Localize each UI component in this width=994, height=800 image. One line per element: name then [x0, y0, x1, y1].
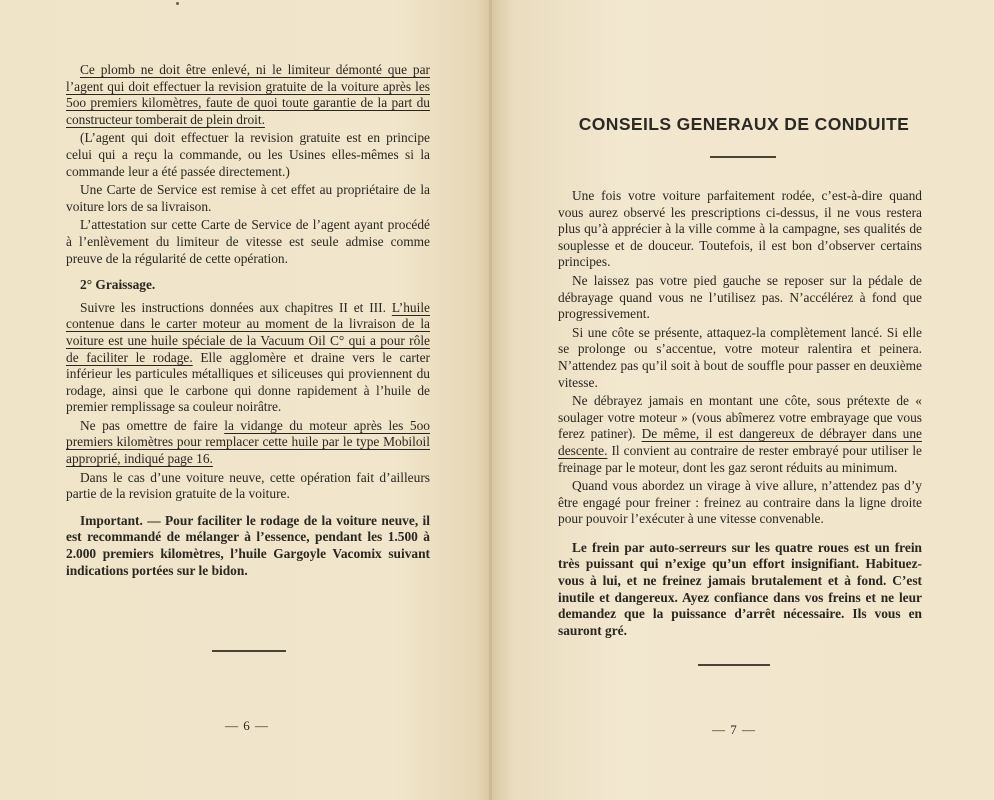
- paragraph-new-car: Dans le cas d’une voiture neuve, cette opération fait d’ailleurs partie de la revision gratuite de la voiture.: [66, 469, 430, 502]
- paragraph-declutch: [558, 393, 922, 476]
- section-heading-graissage: 2° Graissage.: [80, 277, 156, 293]
- declutch-tail: Il convient au contraire de rester embrayé pour utiliser le freinage par le moteur, dont les gaz seront réduits au minimum.: [558, 442, 922, 475]
- right-page: [492, 0, 994, 800]
- important-bold-tail: les 1.500 à 2.000 premiers kilomètres, l’huile Gargoyle Vacomix suivant indications portées sur le bidon.: [66, 529, 430, 578]
- oil-agglomerate: Elle agglomère et draine vers le carter inférieur les particules métalliques et siliceuses qui proviennent du rodage, ainsi que le carbone qui donne rapidement à l’huile de premier remplissage sa couleur noirâtre.: [66, 349, 430, 415]
- left-page-text: [66, 62, 430, 581]
- paragraph-important: [66, 513, 430, 579]
- left-end-rule: [212, 650, 286, 652]
- paragraph-drain: [66, 418, 430, 468]
- title-rule: [710, 156, 776, 158]
- paragraph-service-card: Une Carte de Service est remise à cet effet au propriétaire de la voiture lors de sa livraison.: [66, 182, 430, 214]
- oil-special-underlined: L’huile contenue dans le carter moteur au moment de la livraison de la voiture est une huile spéciale de la Vacuum Oil C° qui a pour rôle de faciliter le rodage.: [66, 299, 430, 365]
- paragraph-lead-seal: Ce plomb ne doit être enlevé, ni le limiteur démonté que par l’agent qui doit effectuer la revision gratuite de la voiture après les 5oo premiers kilomètres, faute de quoi toute garantie de la part du constructeur tomberait de plein droit.: [66, 62, 430, 127]
- right-page-text: [558, 188, 922, 641]
- oil-intro: Suivre les instructions données aux chapitres II et III.: [80, 299, 386, 315]
- right-page-number: — 7 —: [712, 722, 756, 737]
- page-title: CONSEILS GENERAUX DE CONDUITE: [578, 114, 910, 134]
- paragraph-attestation: L’attestation sur cette Carte de Service de l’agent ayant procédé à l’enlèvement du limiteur de vitesse est seule admise comme preuve de la régularité de cette opération.: [66, 217, 430, 266]
- declutch-underlined: De même, il est dangereux de débrayer dans une descente.: [558, 426, 922, 458]
- left-page-number: — 6 —: [225, 718, 269, 733]
- right-end-rule: [698, 664, 770, 666]
- drain-intro: Ne pas omettre de faire: [80, 417, 218, 433]
- ink-speck: [176, 2, 179, 5]
- left-page: [0, 0, 490, 800]
- important-label: Important. — Pour faciliter le rodage de la voiture neuve, il est recommandé de mélanger à l’essence, pendant: [66, 512, 430, 545]
- declutch-intro: Ne débrayez jamais en montant une côte, sous prétexte de « soulager votre moteur » (vous abîmerez votre embrayage que vous ferez patiner).: [558, 393, 922, 442]
- paragraph-oil-instructions: [66, 300, 430, 416]
- paragraph-bend: Quand vous abordez un virage à vive allure, n’attendez pas d’y être engagé pour freiner : freinez au contraire dans la ligne droite pour pouvoir l’exécuter à une vitesse convenable.: [558, 478, 922, 527]
- paragraph-clutch-pedal: Ne laissez pas votre pied gauche se reposer sur la pédale de débrayage quand vous ne l’utilisez pas. N’accélérez à fond que progressivement.: [558, 272, 922, 322]
- paragraph-hill: Si une côte se présente, attaquez-la complètement lancé. Si elle se prolonge ou s’accentue, votre moteur ralentira et peinera. N’attendez pas qu’il soit à bout de souffle pour passer en deuxième vitesse.: [558, 324, 922, 390]
- drain-underlined: la vidange du moteur après les 5oo premiers kilomètres pour remplacer cette huile par le type Mobiloil approprié, indiqué page 16.: [66, 417, 431, 467]
- paragraph-running-in: Une fois votre voiture parfaitement rodée, c’est-à-dire quand vous aurez observé les prescriptions ci-dessus, il ne vous restera plus qu’à apprécier à la ville comme à la campagne, ses qualités de souplesse et de douceur. Toutefois, il est bon d’observer certains principes.: [558, 188, 922, 270]
- paragraph-agent-note: (L’agent qui doit effectuer la revision gratuite est en principe celui qui a reçu la commande, ou les Usines elles-mêmes si la commande leur a été passée directement.): [66, 130, 430, 179]
- paragraph-brakes: Le frein par auto-serreurs sur les quatre roues est un frein très puissant qui n’exige qu’un effort insignifiant. Habituez-vous à lui, et ne freinez jamais brutalement et à fond. C’est inutile et dangereux. Ayez confiance dans vos freins et ne leur demandez que la puissance d’arrêt nécessaire. Ils vous en sauront gré.: [558, 539, 922, 638]
